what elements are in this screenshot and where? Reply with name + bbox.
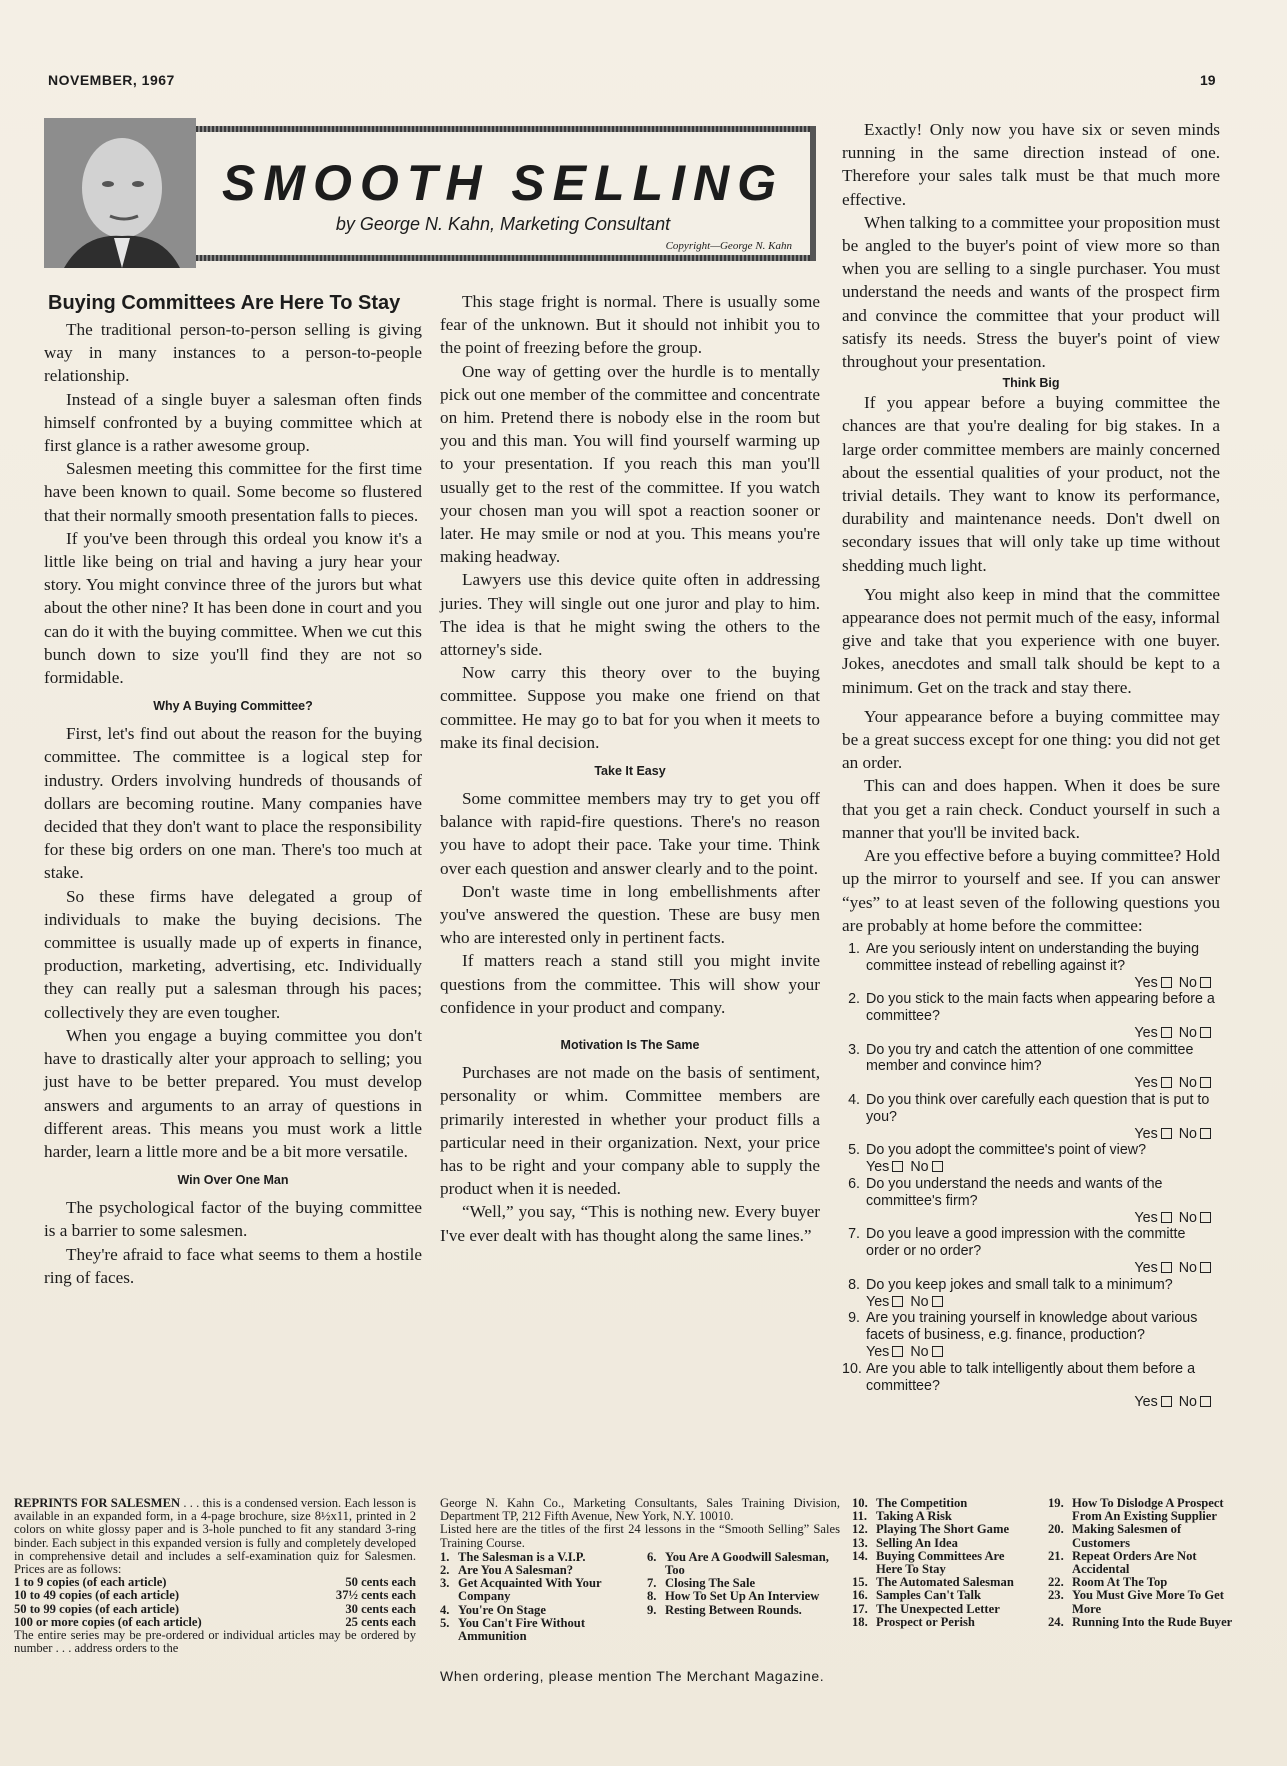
- lesson-number: 15.: [852, 1575, 868, 1590]
- subheading: Think Big: [1002, 376, 1060, 391]
- paragraph: They're afraid to face what seems to them a hostile ring of faces.: [44, 1244, 422, 1287]
- lesson-title: Repeat Orders Are Not Accidental: [1072, 1548, 1197, 1577]
- paragraph: Now carry this theory over to the buying committee. Suppose you make one friend on that committee. He may go to bat for you when it meets to make its final decision.: [440, 663, 820, 752]
- lesson-title: The Salesman is a V.I.P.: [458, 1549, 586, 1564]
- no-label: No: [910, 1344, 929, 1361]
- paragraph: This can and does happen. When it does be sure that you get a rain check. Conduct yourself in such a manner that you'll be invited back.: [842, 776, 1220, 842]
- lesson-number: 9.: [647, 1602, 657, 1617]
- answer-options: [866, 1260, 1220, 1277]
- subheading: Why A Buying Committee?: [153, 699, 313, 714]
- quiz-number: 2.: [848, 991, 860, 1008]
- no-label: No: [1178, 1394, 1197, 1411]
- lesson-item: [1048, 1589, 1240, 1615]
- quiz-item: [842, 1092, 1220, 1142]
- no-checkbox[interactable]: [932, 1161, 943, 1172]
- title-frame: [196, 126, 816, 261]
- lesson-item: [647, 1590, 840, 1603]
- paragraph: So these firms have delegated a group of individuals to make the buying decisions. The committee is usually made up of experts in finance, production, marketing, advertising, etc. Individually they can really put a salesman through his paces; collectively they are even tougher.: [44, 886, 422, 1022]
- yes-checkbox[interactable]: [892, 1296, 903, 1307]
- lesson-list: [440, 1551, 840, 1643]
- quiz-item: [842, 1277, 1220, 1311]
- no-label: No: [1178, 1125, 1197, 1142]
- paragraph: Salesmen meeting this committee for the first time have been known to quail. Some become so flustered that their normally smooth presentation falls to pieces.: [44, 459, 422, 525]
- answer-options: [866, 1294, 1220, 1311]
- yes-label: Yes: [1134, 974, 1158, 991]
- quiz-question: Do you understand the needs and wants of the committee's firm?: [866, 1176, 1163, 1209]
- paragraph: Exactly! Only now you have six or seven minds running in the same direction instead of one. Therefore your sales talk must be that much more effective.: [842, 120, 1220, 209]
- lesson-number: 8.: [647, 1589, 657, 1604]
- lesson-number: 17.: [852, 1601, 868, 1616]
- paragraph: The psychological factor of the buying committee is a barrier to some salesmen.: [44, 1198, 422, 1241]
- yes-checkbox[interactable]: [1161, 1077, 1172, 1088]
- paragraph: The traditional person-to-person selling is giving way in many instances to a person-to-people relationship.: [44, 320, 422, 386]
- lesson-number: 6.: [647, 1549, 657, 1564]
- company-address: George N. Kahn Co., Marketing Consultants, Sales Training Division, Department TP, 212 Fifth Avenue, New York, N.Y. 10010.: [440, 1496, 840, 1524]
- self-quiz: [842, 941, 1220, 1411]
- paragraph: If you appear before a buying committee the chances are that you're dealing for big stakes. In a large order committee members are mainly concerned about the essential qualities of your product, not the trivial details. They want to know its performance, durability and maintenance needs. Don't dwell on secondary issues that will only take up time without shedding much light.: [842, 393, 1220, 575]
- lesson-title: You Must Give More To Get More: [1072, 1588, 1224, 1616]
- yes-label: Yes: [1134, 1394, 1158, 1411]
- paragraph: Don't waste time in long embellishments after you've answered the question. These are busy men who are interested only in pertinent facts.: [440, 881, 820, 948]
- paragraph: Lawyers use this device quite often in addressing juries. They will single out one juror and play to him. The idea is that he might swing the others to the attorney's side.: [440, 570, 820, 660]
- no-checkbox[interactable]: [1200, 1027, 1211, 1038]
- lesson-title: The Unexpected Letter: [876, 1601, 1000, 1616]
- paragraph: When you engage a buying committee you don't have to drastically alter your approach to selling; you just have to be better prepared. You must develop answers and arguments to an array of questions in different areas. This means you must work a little harder, learn a little more and be a bit more versatile.: [44, 1025, 422, 1161]
- price-quantity: 10 to 49 copies (of each article): [14, 1589, 180, 1603]
- article-column-2: [440, 290, 820, 1247]
- lesson-title: Are You A Salesman?: [458, 1563, 574, 1578]
- quiz-item: [842, 1361, 1220, 1411]
- quiz-question: Do you think over carefully each question that is put to you?: [866, 1092, 1210, 1125]
- lesson-title: Playing The Short Game: [876, 1522, 1010, 1537]
- paragraph: Purchases are not made on the basis of sentiment, personality or whim. Committee members are primarily interested in whether your product fills a particular need in their organization. Next, your price has to be right and your company able to supply the product when it is needed.: [440, 1063, 820, 1199]
- lesson-title: Get Acquainted With Your Company: [458, 1576, 602, 1604]
- quiz-item: [842, 1310, 1220, 1360]
- yes-label: Yes: [1134, 1209, 1158, 1226]
- yes-checkbox[interactable]: [1161, 1128, 1172, 1139]
- lesson-number: 23.: [1048, 1588, 1064, 1603]
- no-checkbox[interactable]: [1200, 977, 1211, 988]
- quiz-number: 10.: [842, 1360, 862, 1377]
- issue-date: NOVEMBER, 1967: [48, 72, 175, 88]
- price-amount: 50 cents each: [345, 1575, 416, 1590]
- answer-options: [866, 1126, 1220, 1143]
- lesson-title: Room At The Top: [1072, 1575, 1168, 1590]
- quiz-item: [842, 1142, 1220, 1176]
- reprints-heading: REPRINTS FOR SALESMEN: [14, 1496, 181, 1510]
- quiz-question: Do you stick to the main facts when appearing before a committee?: [866, 991, 1215, 1025]
- lesson-title: How To Dislodge A Prospect From An Existing Supplier: [1072, 1496, 1224, 1524]
- lesson-number: 22.: [1048, 1575, 1064, 1590]
- quiz-number: 7.: [848, 1226, 860, 1243]
- column-title: SMOOTH SELLING: [222, 155, 784, 211]
- no-label: No: [1178, 1260, 1197, 1277]
- author-portrait: [44, 118, 196, 268]
- article-headline: Buying Committees Are Here To Stay: [48, 292, 401, 314]
- lesson-number: 19.: [1048, 1496, 1064, 1510]
- yes-label: Yes: [1134, 1075, 1158, 1092]
- byline: by George N. Kahn, Marketing Consultant: [335, 214, 671, 234]
- lesson-number: 18.: [852, 1614, 868, 1629]
- yes-checkbox[interactable]: [892, 1346, 903, 1357]
- lesson-item: [647, 1551, 840, 1577]
- column-banner: [44, 118, 816, 268]
- lesson-title: Making Salesmen of Customers: [1072, 1522, 1182, 1550]
- lesson-title: The Competition: [876, 1496, 968, 1510]
- no-label: No: [910, 1293, 929, 1310]
- paragraph: If matters reach a stand still you might invite questions from the committee. This will show your confidence in your product and company.: [440, 951, 820, 1017]
- price-amount: 30 cents each: [345, 1601, 416, 1616]
- yes-label: Yes: [1134, 1024, 1158, 1041]
- quiz-number: 6.: [848, 1176, 860, 1193]
- article-column-1: [44, 290, 422, 1289]
- quiz-item: [842, 1176, 1220, 1226]
- lesson-number: 3.: [440, 1576, 450, 1591]
- no-checkbox[interactable]: [1200, 1396, 1211, 1407]
- lesson-title: Resting Between Rounds.: [665, 1602, 802, 1617]
- lesson-item: [1048, 1616, 1240, 1629]
- no-label: No: [1178, 974, 1197, 991]
- yes-checkbox[interactable]: [1161, 1396, 1172, 1407]
- subheading: Motivation Is The Same: [560, 1038, 700, 1053]
- lesson-number: 20.: [1048, 1522, 1064, 1537]
- no-checkbox[interactable]: [1200, 1212, 1211, 1223]
- quiz-question: Do you try and catch the attention of one committee member and convince him?: [866, 1041, 1194, 1075]
- reprints-text: . . . this is a condensed version. Each lesson is available in an expanded form, in a 4-page brochure, size 8½x11, printed in 2 colors on white glossy paper and is 3-hole punched to fit any standard 3-ring binder. Each subject in this expanded version is fully and completely developed in comprehensive detail and includes a self-examination quiz for Salesmen. Prices are as follows:: [14, 1496, 416, 1577]
- reprints-footer: The entire series may be pre-ordered or individual articles may be ordered by number . . . address orders to the: [14, 1628, 416, 1656]
- lesson-title: Prospect or Perish: [876, 1614, 975, 1629]
- quiz-number: 8.: [848, 1276, 860, 1293]
- lesson-item: [852, 1616, 1020, 1629]
- price-quantity: 50 to 99 copies (of each article): [14, 1602, 180, 1616]
- price-amount: 37½ cents each: [335, 1588, 416, 1603]
- quiz-item: [842, 1042, 1220, 1092]
- yes-label: Yes: [1134, 1125, 1158, 1142]
- lesson-item: [440, 1577, 633, 1603]
- lesson-number: 1.: [440, 1549, 450, 1564]
- lesson-title: You Are A Goodwill Salesman, Too: [665, 1549, 829, 1578]
- lesson-item: [1048, 1550, 1240, 1576]
- lesson-number: 21.: [1048, 1548, 1064, 1563]
- lesson-item: [852, 1589, 1020, 1602]
- no-label: No: [1178, 1075, 1197, 1092]
- quiz-item: [842, 1226, 1220, 1276]
- lesson-number: 12.: [852, 1522, 868, 1537]
- lesson-number: 2.: [440, 1563, 450, 1578]
- price-row: [14, 1603, 416, 1616]
- company-notice: [440, 1497, 840, 1643]
- subheading: Win Over One Man: [177, 1173, 289, 1188]
- lesson-number: 11.: [852, 1509, 868, 1524]
- lesson-title: Closing The Sale: [665, 1576, 756, 1591]
- price-amount: 25 cents each: [345, 1614, 416, 1629]
- paragraph: If you've been through this ordeal you know it's a little like being on trial and having a jury hear your story. You might convince three of the jurors but what about the other nine? It has been done in court and you can do it with the buying committee. When we cut this bunch down to size you'll find they are not so formidable.: [44, 528, 422, 688]
- paragraph: Are you effective before a buying committee? Hold up the mirror to yourself and see. If you can answer “yes” to at least seven of the following questions you are probably at home before the committee:: [842, 846, 1220, 935]
- lesson-item: [852, 1537, 1020, 1550]
- lesson-item: [440, 1617, 633, 1643]
- ordering-note: When ordering, please mention The Merchant Magazine.: [440, 1668, 825, 1684]
- paragraph: This stage fright is normal. There is usually some fear of the unknown. But it should not inhibit you to the point of freezing before the group.: [440, 292, 820, 358]
- yes-label: Yes: [1134, 1260, 1158, 1277]
- answer-options: [866, 1394, 1220, 1411]
- no-checkbox[interactable]: [932, 1346, 943, 1357]
- paragraph: You might also keep in mind that the committee appearance does not permit much of the easy, informal give and take that you experience with one buyer. Jokes, anecdotes and small talk should be kept to a minimum. Get on the track and stay there.: [842, 584, 1220, 697]
- quiz-question: Do you keep jokes and small talk to a minimum?: [866, 1276, 1173, 1293]
- yes-checkbox[interactable]: [1161, 1027, 1172, 1038]
- article-column-3: [842, 118, 1220, 1411]
- no-checkbox[interactable]: [1200, 1262, 1211, 1273]
- lesson-title: Samples Can't Talk: [876, 1588, 981, 1603]
- lesson-item: [1048, 1497, 1240, 1523]
- lesson-item: [852, 1523, 1020, 1536]
- answer-options: [866, 1025, 1220, 1042]
- no-checkbox[interactable]: [1200, 1077, 1211, 1088]
- lessons-intro: Listed here are the titles of the first 24 lessons in the “Smooth Selling” Sales Training Course.: [440, 1522, 840, 1550]
- price-quantity: 100 or more copies (of each article): [14, 1615, 202, 1629]
- lesson-title: How To Set Up An Interview: [665, 1589, 820, 1604]
- lesson-title: Buying Committees Are Here To Stay: [876, 1548, 1005, 1577]
- lesson-title: Taking A Risk: [876, 1509, 952, 1524]
- lesson-title: You're On Stage: [458, 1602, 546, 1617]
- paragraph: Some committee members may try to get you off balance with rapid-fire questions. There's no reason you have to adopt their pace. Take your time. Think over each question and answer clearly and to the point.: [440, 789, 820, 878]
- price-quantity: 1 to 9 copies (of each article): [14, 1576, 167, 1590]
- lesson-item: [1048, 1523, 1240, 1549]
- page-number: 19: [1200, 72, 1216, 88]
- lesson-number: 7.: [647, 1576, 657, 1591]
- quiz-number: 9.: [848, 1310, 860, 1327]
- lesson-title: You Can't Fire Without Ammunition: [458, 1615, 586, 1644]
- subheading: Take It Easy: [594, 764, 666, 779]
- quiz-number: 5.: [848, 1142, 860, 1159]
- quiz-question: Do you leave a good impression with the committe order or no order?: [866, 1226, 1186, 1260]
- lesson-item: [852, 1550, 1020, 1576]
- lesson-list-final: [1048, 1497, 1240, 1629]
- yes-label: Yes: [866, 1293, 890, 1310]
- lesson-item: [440, 1604, 633, 1617]
- lesson-title: Selling An Idea: [876, 1535, 958, 1550]
- answer-options: [866, 1159, 1220, 1176]
- paragraph: Instead of a single buyer a salesman often finds himself confronted by a buying committee which at first glance is a rather awesome group.: [44, 389, 422, 456]
- quiz-item: [842, 991, 1220, 1041]
- quiz-number: 3.: [848, 1041, 860, 1058]
- no-checkbox[interactable]: [1200, 1128, 1211, 1139]
- quiz-number: 4.: [848, 1092, 860, 1109]
- quiz-question: Do you adopt the committee's point of view?: [866, 1142, 1147, 1159]
- reprints-notice: [14, 1497, 416, 1655]
- copyright-note: Copyright—George N. Kahn: [665, 240, 792, 252]
- no-label: No: [1178, 1209, 1197, 1226]
- lesson-item: [647, 1604, 840, 1617]
- answer-options: [866, 1210, 1220, 1227]
- quiz-question: Are you able to talk intelligently about them before a committee?: [866, 1360, 1196, 1394]
- answer-options: [866, 975, 1220, 992]
- paragraph: “Well,” you say, “This is nothing new. Every buyer I've ever dealt with has thought along the same lines.”: [440, 1202, 820, 1245]
- lesson-title: Running Into the Rude Buyer: [1072, 1614, 1233, 1629]
- lesson-number: 13.: [852, 1535, 868, 1550]
- author-portrait-drawing: [44, 118, 196, 268]
- answer-options: [866, 1075, 1220, 1092]
- no-label: No: [910, 1159, 929, 1176]
- lesson-number: 24.: [1048, 1614, 1064, 1629]
- answer-options: [866, 1344, 1220, 1361]
- no-label: No: [1178, 1024, 1197, 1041]
- paragraph: First, let's find out about the reason for the buying committee. The committee is a logical step for industry. Orders involving hundreds of thousands of dollars are becoming routine. Many companies have decided that they don't want to place the responsibility for these big orders on one man. There's too much at stake.: [44, 724, 422, 883]
- lesson-number: 5.: [440, 1615, 450, 1630]
- yes-checkbox[interactable]: [1161, 977, 1172, 988]
- price-row: [14, 1589, 416, 1602]
- quiz-item: [842, 941, 1220, 991]
- lesson-title: The Automated Salesman: [876, 1575, 1014, 1590]
- yes-label: Yes: [866, 1159, 890, 1176]
- quiz-question: Are you seriously intent on understanding the buying committee instead of rebelling against it?: [866, 940, 1200, 974]
- yes-label: Yes: [866, 1344, 890, 1361]
- quiz-question: Are you training yourself in knowledge about various facets of business, e.g. finance, production?: [866, 1310, 1198, 1344]
- no-checkbox[interactable]: [932, 1296, 943, 1307]
- lesson-number: 16.: [852, 1588, 868, 1603]
- lesson-item: [852, 1603, 1020, 1616]
- lesson-number: 4.: [440, 1602, 450, 1617]
- paragraph: When talking to a committee your proposition must be angled to the buyer's point of view more so than when you are selling to a single purchaser. You must understand the needs and wants of the prospect firm and convince the committee that your product will satisfy its needs. Stress the buyer's point of view throughout your presentation.: [842, 212, 1220, 372]
- yes-checkbox[interactable]: [1161, 1262, 1172, 1273]
- yes-checkbox[interactable]: [1161, 1212, 1172, 1223]
- paragraph: Your appearance before a buying committee may be a great success except for one thing: you did not get an order.: [842, 706, 1220, 773]
- lesson-number: 10.: [852, 1496, 868, 1510]
- lesson-list-continued: [852, 1497, 1020, 1629]
- paragraph: One way of getting over the hurdle is to mentally pick out one member of the committee and concentrate on him. Pretend there is nobody else in the room but you and this man. You will find yourself warming up to your presentation. If you reach this man you'll usually get to the rest of the committee. If you watch your chosen man you will spot a reaction sooner or later. He may smile or nod at you. This means you're making headway.: [440, 361, 820, 567]
- quiz-number: 1.: [848, 940, 860, 957]
- lesson-number: 14.: [852, 1548, 868, 1563]
- yes-checkbox[interactable]: [892, 1161, 903, 1172]
